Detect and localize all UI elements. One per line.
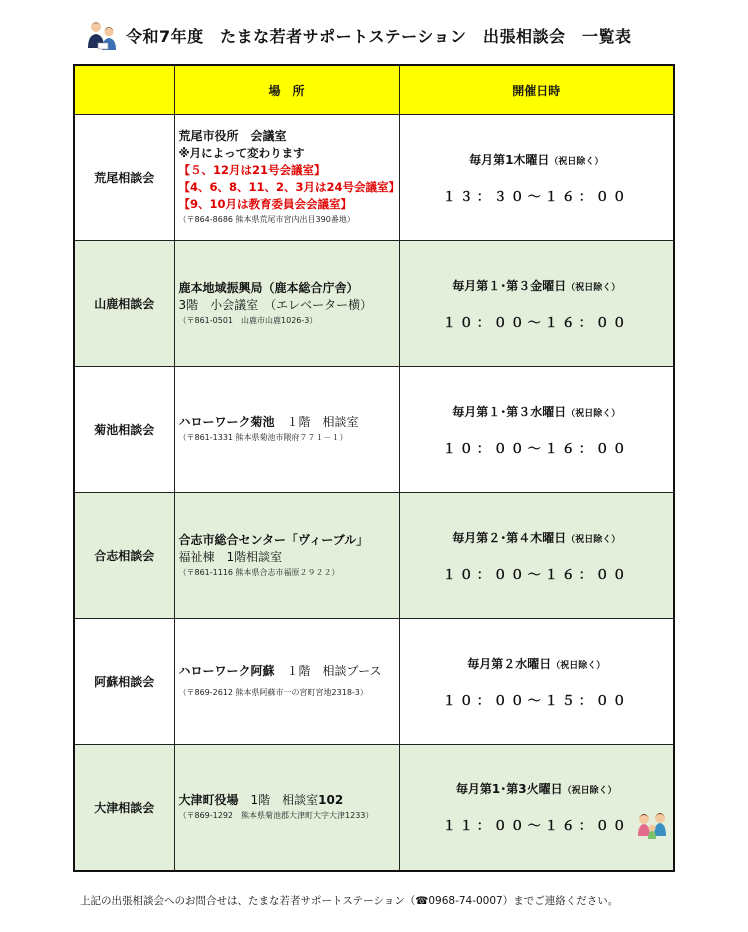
schedule-time: １０：００～１５：００ [442, 693, 630, 709]
table-row [74, 745, 674, 871]
place-note: ※月によって変わります [178, 146, 305, 160]
venue-name: 合志相談会 [74, 493, 174, 619]
place-line: 大津町役場 1階 相談室102 [178, 792, 344, 807]
venue-datetime [399, 367, 674, 493]
venue-datetime [399, 745, 674, 871]
venue-place [174, 241, 399, 367]
schedule-day: 毎月第1木曜日（祝日除く） [469, 152, 604, 167]
header-blank [74, 65, 174, 115]
header-datetime: 開催日時 [399, 65, 674, 115]
address: （〒861-0501 山鹿市山鹿1026-3） [178, 315, 318, 325]
table-header-row [74, 65, 674, 115]
venue-name: 荒尾相談会 [74, 115, 174, 241]
table-row [74, 115, 674, 241]
contact-footer: 上記の出張相談会へのお問合せは、たまな若者サポートステーション（☎0968-74-0007）までご連絡ください。 [80, 895, 619, 907]
table-row [74, 493, 674, 619]
room-note: 【9、10月は教育委員会会議室】 [178, 197, 353, 211]
header-place: 場 所 [174, 65, 399, 115]
schedule-time: １１：００～１６：００ [442, 819, 630, 835]
title-row [86, 18, 632, 52]
venue-place [174, 745, 399, 871]
schedule-day: 毎月第２･第４木曜日（祝日除く） [452, 530, 621, 545]
venue-name: 大津相談会 [74, 745, 174, 871]
table-row [74, 619, 674, 745]
venue-datetime [399, 493, 674, 619]
venue-datetime [399, 241, 674, 367]
table-row [74, 241, 674, 367]
schedule-day: 毎月第１･第３金曜日（祝日除く） [452, 278, 621, 293]
address: （〒861-1331 熊本県菊池市隈府７７１－１） [178, 433, 348, 442]
page-title: 令和7年度 たまな若者サポートステーション 出張相談会 一覧表 [126, 26, 632, 46]
family-illustration-icon [635, 810, 669, 840]
address: （〒864-8686 熊本県荒尾市宮内出目390番地） [178, 215, 355, 224]
venue-place [174, 367, 399, 493]
place-line: ハローワーク阿蘇 １階 相談ブース [178, 664, 382, 678]
table-row [74, 367, 674, 493]
schedule-day: 毎月第1･第3火曜日（祝日除く） [455, 782, 617, 797]
place-line: 鹿本地域振興局（鹿本総合庁舎） [178, 280, 359, 295]
place-line: 合志市総合センター「ヴィーブル」 [178, 532, 369, 547]
place-sub: 3階 小会議室 （エレベーター横） [178, 297, 373, 312]
address: （〒861-1116 熊本県合志市福原２９２２） [178, 567, 340, 577]
venue-name: 菊池相談会 [74, 367, 174, 493]
schedule-time: １０：００～１６：００ [442, 441, 630, 457]
venue-place [174, 619, 399, 745]
consultation-people-icon [86, 18, 118, 52]
venue-place [174, 493, 399, 619]
address: （〒869-1292 熊本県菊池郡大津町大字大津1233） [178, 810, 374, 820]
schedule-time: １３：３０～１６：００ [442, 189, 630, 205]
venue-place [174, 115, 399, 241]
venue-datetime [399, 619, 674, 745]
room-note: 【4、6、8、11、2、3月は24号会議室】 [178, 180, 401, 194]
address: （〒869-2612 熊本県阿蘇市一の宮町宮地2318-3） [178, 688, 368, 697]
venue-name: 山鹿相談会 [74, 241, 174, 367]
venue-datetime [399, 115, 674, 241]
consultation-table [73, 64, 675, 872]
venue-name: 阿蘇相談会 [74, 619, 174, 745]
place-line: 荒尾市役所 会議室 [178, 129, 287, 143]
schedule-day: 毎月第２水曜日（祝日除く） [467, 656, 606, 671]
place-line: ハローワーク菊池 １階 相談室 [178, 415, 359, 429]
schedule-time: １０：００～１６：００ [442, 567, 630, 583]
room-note: 【５、12月は21号会議室】 [178, 163, 326, 177]
place-sub: 福祉棟 1階相談室 [178, 549, 283, 564]
schedule-day: 毎月第１･第３水曜日（祝日除く） [452, 404, 621, 419]
schedule-time: １０：００～１６：００ [442, 315, 630, 331]
